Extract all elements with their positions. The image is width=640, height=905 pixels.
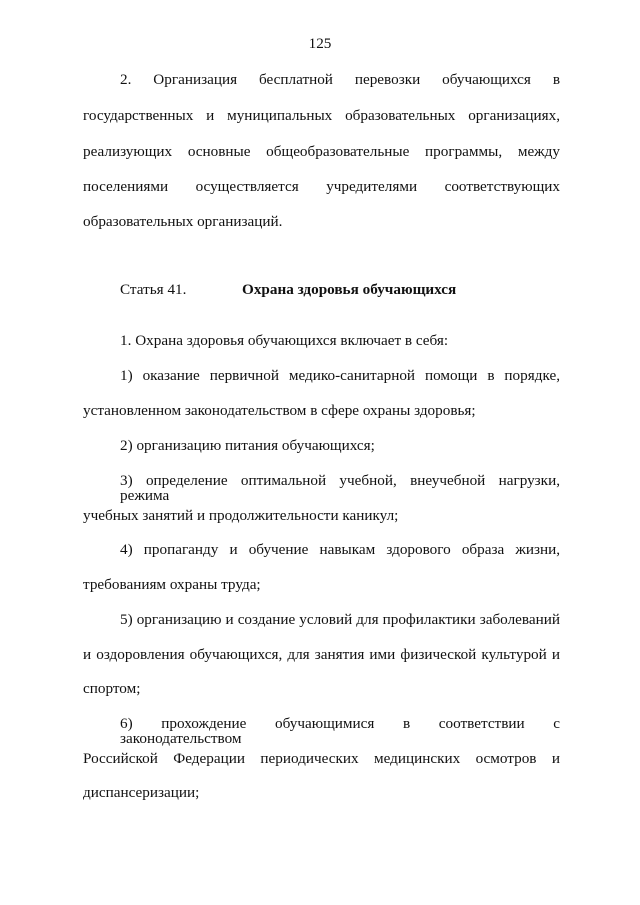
article-title: Охрана здоровья обучающихся bbox=[242, 281, 457, 298]
page-number: 125 bbox=[308, 35, 332, 52]
item-3-line-2: учебных занятий и продолжительности каникул; bbox=[83, 507, 399, 524]
item-6-line-1: 6) прохождение обучающимися в соответствии с законодательством bbox=[120, 715, 560, 748]
clause-2-line-1: 2. Организация бесплатной перевозки обучающихся в bbox=[120, 71, 560, 88]
clause-2-line-2: государственных и муниципальных образовательных организациях, bbox=[83, 107, 560, 124]
item-6-line-2: Российской Федерации периодических медицинских осмотров и bbox=[83, 750, 560, 767]
item-4-line-1: 4) пропаганду и обучение навыкам здорового образа жизни, bbox=[120, 541, 560, 558]
item-3-line-1: 3) определение оптимальной учебной, внеучебной нагрузки, режима bbox=[120, 472, 560, 505]
item-5-line-2: и оздоровления обучающихся, для занятия ими физической культурой и bbox=[83, 646, 560, 663]
clause-2-line-3: реализующих основные общеобразовательные программы, между bbox=[83, 143, 560, 160]
item-2: 2) организацию питания обучающихся; bbox=[120, 437, 375, 454]
clause-2-line-4: поселениями осуществляется учредителями соответствующих bbox=[83, 178, 560, 195]
clause-2-line-5: образовательных организаций. bbox=[83, 213, 283, 230]
item-4-line-2: требованиям охраны труда; bbox=[83, 576, 261, 593]
item-6-line-3: диспансеризации; bbox=[83, 784, 200, 801]
article-number: Статья 41. bbox=[120, 281, 187, 298]
item-5-line-3: спортом; bbox=[83, 680, 141, 697]
item-5-line-1: 5) организацию и создание условий для профилактики заболеваний bbox=[120, 611, 560, 628]
item-1-line-2: установленном законодательством в сфере охраны здоровья; bbox=[83, 402, 476, 419]
paragraph-1-intro: 1. Охрана здоровья обучающихся включает в себя: bbox=[120, 332, 449, 349]
item-1-line-1: 1) оказание первичной медико-санитарной помощи в порядке, bbox=[120, 367, 560, 384]
